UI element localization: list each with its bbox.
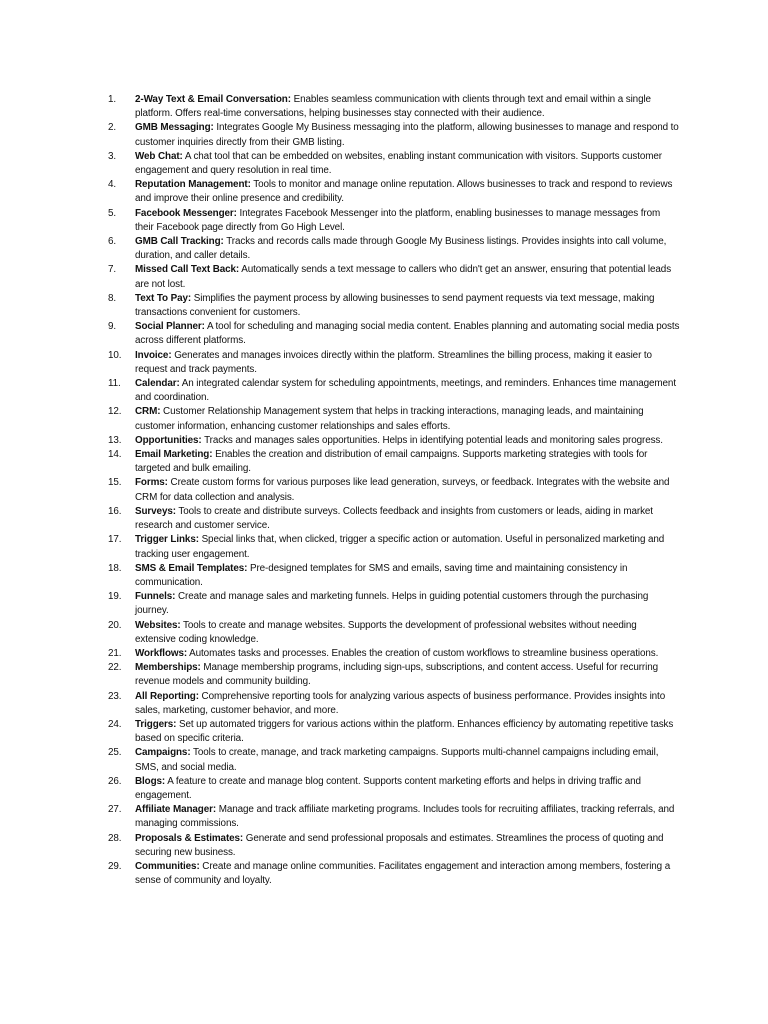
feature-description: A feature to create and manage blog content. Supports content marketing efforts and helps in driving traffic and engagement. xyxy=(135,775,641,801)
feature-term: SMS & Email Templates: xyxy=(135,562,248,574)
item-number: 14. xyxy=(108,449,122,461)
item-number: 4. xyxy=(108,179,117,191)
item-text xyxy=(135,448,680,476)
list-item xyxy=(108,718,680,746)
feature-list xyxy=(108,93,680,888)
feature-term: Opportunities: xyxy=(135,434,202,446)
feature-term: Affiliate Manager: xyxy=(135,804,217,816)
feature-term: Blogs: xyxy=(135,775,166,787)
item-text xyxy=(135,93,680,121)
feature-term: Invoice: xyxy=(135,349,172,361)
item-text xyxy=(135,505,680,533)
feature-term: 2-Way Text & Email Conversation: xyxy=(135,94,291,105)
list-item xyxy=(108,533,680,561)
list-item xyxy=(108,207,680,235)
feature-term: Email Marketing: xyxy=(135,449,213,461)
feature-description: An integrated calendar system for scheduling appointments, meetings, and reminders. Enhances time management and coordination. xyxy=(135,378,676,404)
list-item xyxy=(108,434,680,448)
item-text xyxy=(135,661,680,689)
item-number: 12. xyxy=(108,406,122,418)
item-text xyxy=(135,832,680,860)
item-text xyxy=(135,476,680,504)
feature-description: Set up automated triggers for various actions within the platform. Enhances efficiency by automating repetitive tasks based on specific criteria. xyxy=(135,718,674,745)
item-text xyxy=(135,590,680,618)
item-text xyxy=(135,263,680,291)
feature-term: Memberships: xyxy=(135,662,201,674)
feature-term: Forms: xyxy=(135,477,168,489)
feature-term: Websites: xyxy=(135,619,181,631)
feature-description: Automates tasks and processes. Enables the creation of custom workflows to streamline business operations. xyxy=(189,647,659,659)
feature-description: Pre-designed templates for SMS and emails, saving time and maintaining consistency in communication. xyxy=(135,562,628,588)
item-number: 6. xyxy=(108,236,117,248)
item-text xyxy=(135,647,680,661)
feature-description: Enables seamless communication with clients through text and email within a single platform. Offers real-time conversations, helping businesses stay connected with their audience. xyxy=(135,94,651,120)
feature-description: Enables the creation and distribution of email campaigns. Supports marketing strategies with tools for targeted and bulk emailing. xyxy=(135,449,648,475)
item-number: 28. xyxy=(108,832,122,844)
item-number: 16. xyxy=(108,505,122,517)
item-number: 25. xyxy=(108,747,122,759)
item-number: 21. xyxy=(108,647,122,659)
item-text xyxy=(135,207,680,235)
list-item xyxy=(108,150,680,178)
feature-term: Communities: xyxy=(135,860,200,872)
item-text xyxy=(135,775,680,803)
feature-term: Missed Call Text Back: xyxy=(135,264,240,276)
feature-description: Create and manage sales and marketing funnels. Helps in guiding potential customers through the purchasing journey. xyxy=(135,591,649,617)
item-text xyxy=(135,562,680,590)
item-number: 29. xyxy=(108,860,122,872)
list-item xyxy=(108,178,680,206)
item-number: 24. xyxy=(108,718,122,730)
item-text xyxy=(135,150,680,178)
feature-description: Tools to create, manage, and track marketing campaigns. Supports multi-channel campaigns including email, SMS, and social media. xyxy=(135,747,659,773)
feature-description: Manage membership programs, including sign-ups, subscriptions, and content access. Useful for recurring revenue models and community building. xyxy=(135,662,659,688)
feature-description: Customer Relationship Management system that helps in tracking interactions, managing leads, and maintaining customer information, enhancing customer relationships and sales efforts. xyxy=(135,406,644,432)
feature-description: Generate and send professional proposals and estimates. Streamlines the process of quoting and securing new business. xyxy=(135,832,664,858)
list-item xyxy=(108,647,680,661)
item-text xyxy=(135,320,680,348)
list-item xyxy=(108,93,680,121)
item-number: 22. xyxy=(108,662,122,674)
item-text xyxy=(135,718,680,746)
item-text xyxy=(135,533,680,561)
feature-description: Simplifies the payment process by allowing businesses to send payment requests via text message, making transactions convenient for customers. xyxy=(135,292,655,319)
feature-description: Comprehensive reporting tools for analyzing various aspects of business performance. Provides insights into sales, marketing, customer behavior, and more. xyxy=(135,690,666,716)
item-text xyxy=(135,746,680,774)
feature-term: Surveys: xyxy=(135,505,176,517)
item-text xyxy=(135,434,680,448)
list-item xyxy=(108,832,680,860)
list-item xyxy=(108,263,680,291)
item-text xyxy=(135,178,680,206)
feature-description: Integrates Google My Business messaging into the platform, allowing businesses to manage and respond to customer inquiries directly from their GMB listing. xyxy=(135,122,679,148)
list-item xyxy=(108,320,680,348)
item-number: 18. xyxy=(108,562,122,574)
feature-description: Manage and track affiliate marketing programs. Includes tools for recruiting affiliates, tracking referrals, and managing commissions. xyxy=(135,804,675,830)
list-item xyxy=(108,349,680,377)
item-text xyxy=(135,377,680,405)
feature-term: Workflows: xyxy=(135,647,188,659)
item-number: 13. xyxy=(108,434,122,446)
feature-term: Reputation Management: xyxy=(135,179,251,191)
item-text xyxy=(135,860,680,888)
feature-term: Facebook Messenger: xyxy=(135,207,237,219)
item-number: 26. xyxy=(108,775,122,787)
item-text xyxy=(135,405,680,433)
list-item xyxy=(108,405,680,433)
feature-term: GMB Messaging: xyxy=(135,122,214,134)
feature-term: Proposals & Estimates: xyxy=(135,832,244,844)
feature-description: Create and manage online communities. Facilitates engagement and interaction among members, fostering a sense of community and loyalty. xyxy=(135,860,671,887)
item-number: 23. xyxy=(108,690,122,702)
feature-term: CRM: xyxy=(135,406,161,418)
feature-description: Tracks and manages sales opportunities. Helps in identifying potential leads and monitoring sales progress. xyxy=(204,434,663,446)
list-item xyxy=(108,121,680,149)
item-text xyxy=(135,349,680,377)
item-number: 2. xyxy=(108,122,117,134)
list-item xyxy=(108,590,680,618)
feature-description: Tools to monitor and manage online reputation. Allows businesses to track and respond to reviews and improve their online presence and credibility. xyxy=(135,179,673,205)
feature-description: A tool for scheduling and managing social media content. Enables planning and automating social media posts across different platforms. xyxy=(135,321,680,347)
feature-term: All Reporting: xyxy=(135,690,199,702)
list-item xyxy=(108,476,680,504)
item-number: 17. xyxy=(108,534,122,546)
feature-term: Calendar: xyxy=(135,378,180,390)
feature-description: A chat tool that can be embedded on websites, enabling instant communication with visitors. Supports customer engagement and query resolution in real time. xyxy=(135,150,662,177)
list-item xyxy=(108,619,680,647)
item-number: 27. xyxy=(108,804,122,816)
feature-description: Integrates Facebook Messenger into the platform, enabling businesses to manage messages from their Facebook page directly from Go High Level. xyxy=(135,207,661,233)
item-number: 1. xyxy=(108,94,117,105)
feature-description: Automatically sends a text message to callers who didn't get an answer, ensuring that potential leads are not lost. xyxy=(135,264,672,290)
item-number: 11. xyxy=(108,378,121,390)
feature-term: Text To Pay: xyxy=(135,292,192,304)
list-item xyxy=(108,505,680,533)
feature-term: Trigger Links: xyxy=(135,534,199,546)
list-item xyxy=(108,292,680,320)
list-item xyxy=(108,746,680,774)
item-text xyxy=(135,690,680,718)
feature-description: Tracks and records calls made through Google My Business listings. Provides insights into call volume, duration, and caller details. xyxy=(135,236,667,262)
feature-description: Create custom forms for various purposes like lead generation, surveys, or feedback. Integrates with the website and CRM for data collection and analysis. xyxy=(135,477,670,503)
list-item xyxy=(108,690,680,718)
item-number: 5. xyxy=(108,207,117,219)
item-number: 8. xyxy=(108,292,117,304)
feature-term: Social Planner: xyxy=(135,321,205,333)
item-number: 9. xyxy=(108,321,117,333)
list-item xyxy=(108,661,680,689)
list-item xyxy=(108,377,680,405)
feature-term: GMB Call Tracking: xyxy=(135,236,224,248)
item-text xyxy=(135,803,680,831)
item-text xyxy=(135,292,680,320)
feature-term: Funnels: xyxy=(135,591,176,603)
list-item xyxy=(108,562,680,590)
item-text xyxy=(135,619,680,647)
item-text xyxy=(135,235,680,263)
feature-description: Tools to create and manage websites. Supports the development of professional websites without needing extensive coding knowledge. xyxy=(135,619,637,645)
item-number: 15. xyxy=(108,477,122,489)
feature-description: Generates and manages invoices directly within the platform. Streamlines the billing process, making it easier to request and track payments. xyxy=(135,349,652,375)
item-number: 20. xyxy=(108,619,122,631)
item-number: 10. xyxy=(108,349,122,361)
feature-description: Special links that, when clicked, trigger a specific action or automation. Useful in personalized marketing and tracking user engagement. xyxy=(135,534,665,560)
item-number: 7. xyxy=(108,264,117,276)
feature-term: Triggers: xyxy=(135,718,177,730)
list-item xyxy=(108,803,680,831)
item-number: 3. xyxy=(108,150,117,162)
list-item xyxy=(108,235,680,263)
list-item xyxy=(108,860,680,888)
feature-term: Campaigns: xyxy=(135,747,191,759)
list-item xyxy=(108,448,680,476)
feature-description: Tools to create and distribute surveys. Collects feedback and insights from customers or leads, aiding in market research and customer service. xyxy=(135,505,653,532)
feature-term: Web Chat: xyxy=(135,150,183,162)
item-text xyxy=(135,121,680,149)
item-number: 19. xyxy=(108,591,122,603)
list-item xyxy=(108,775,680,803)
